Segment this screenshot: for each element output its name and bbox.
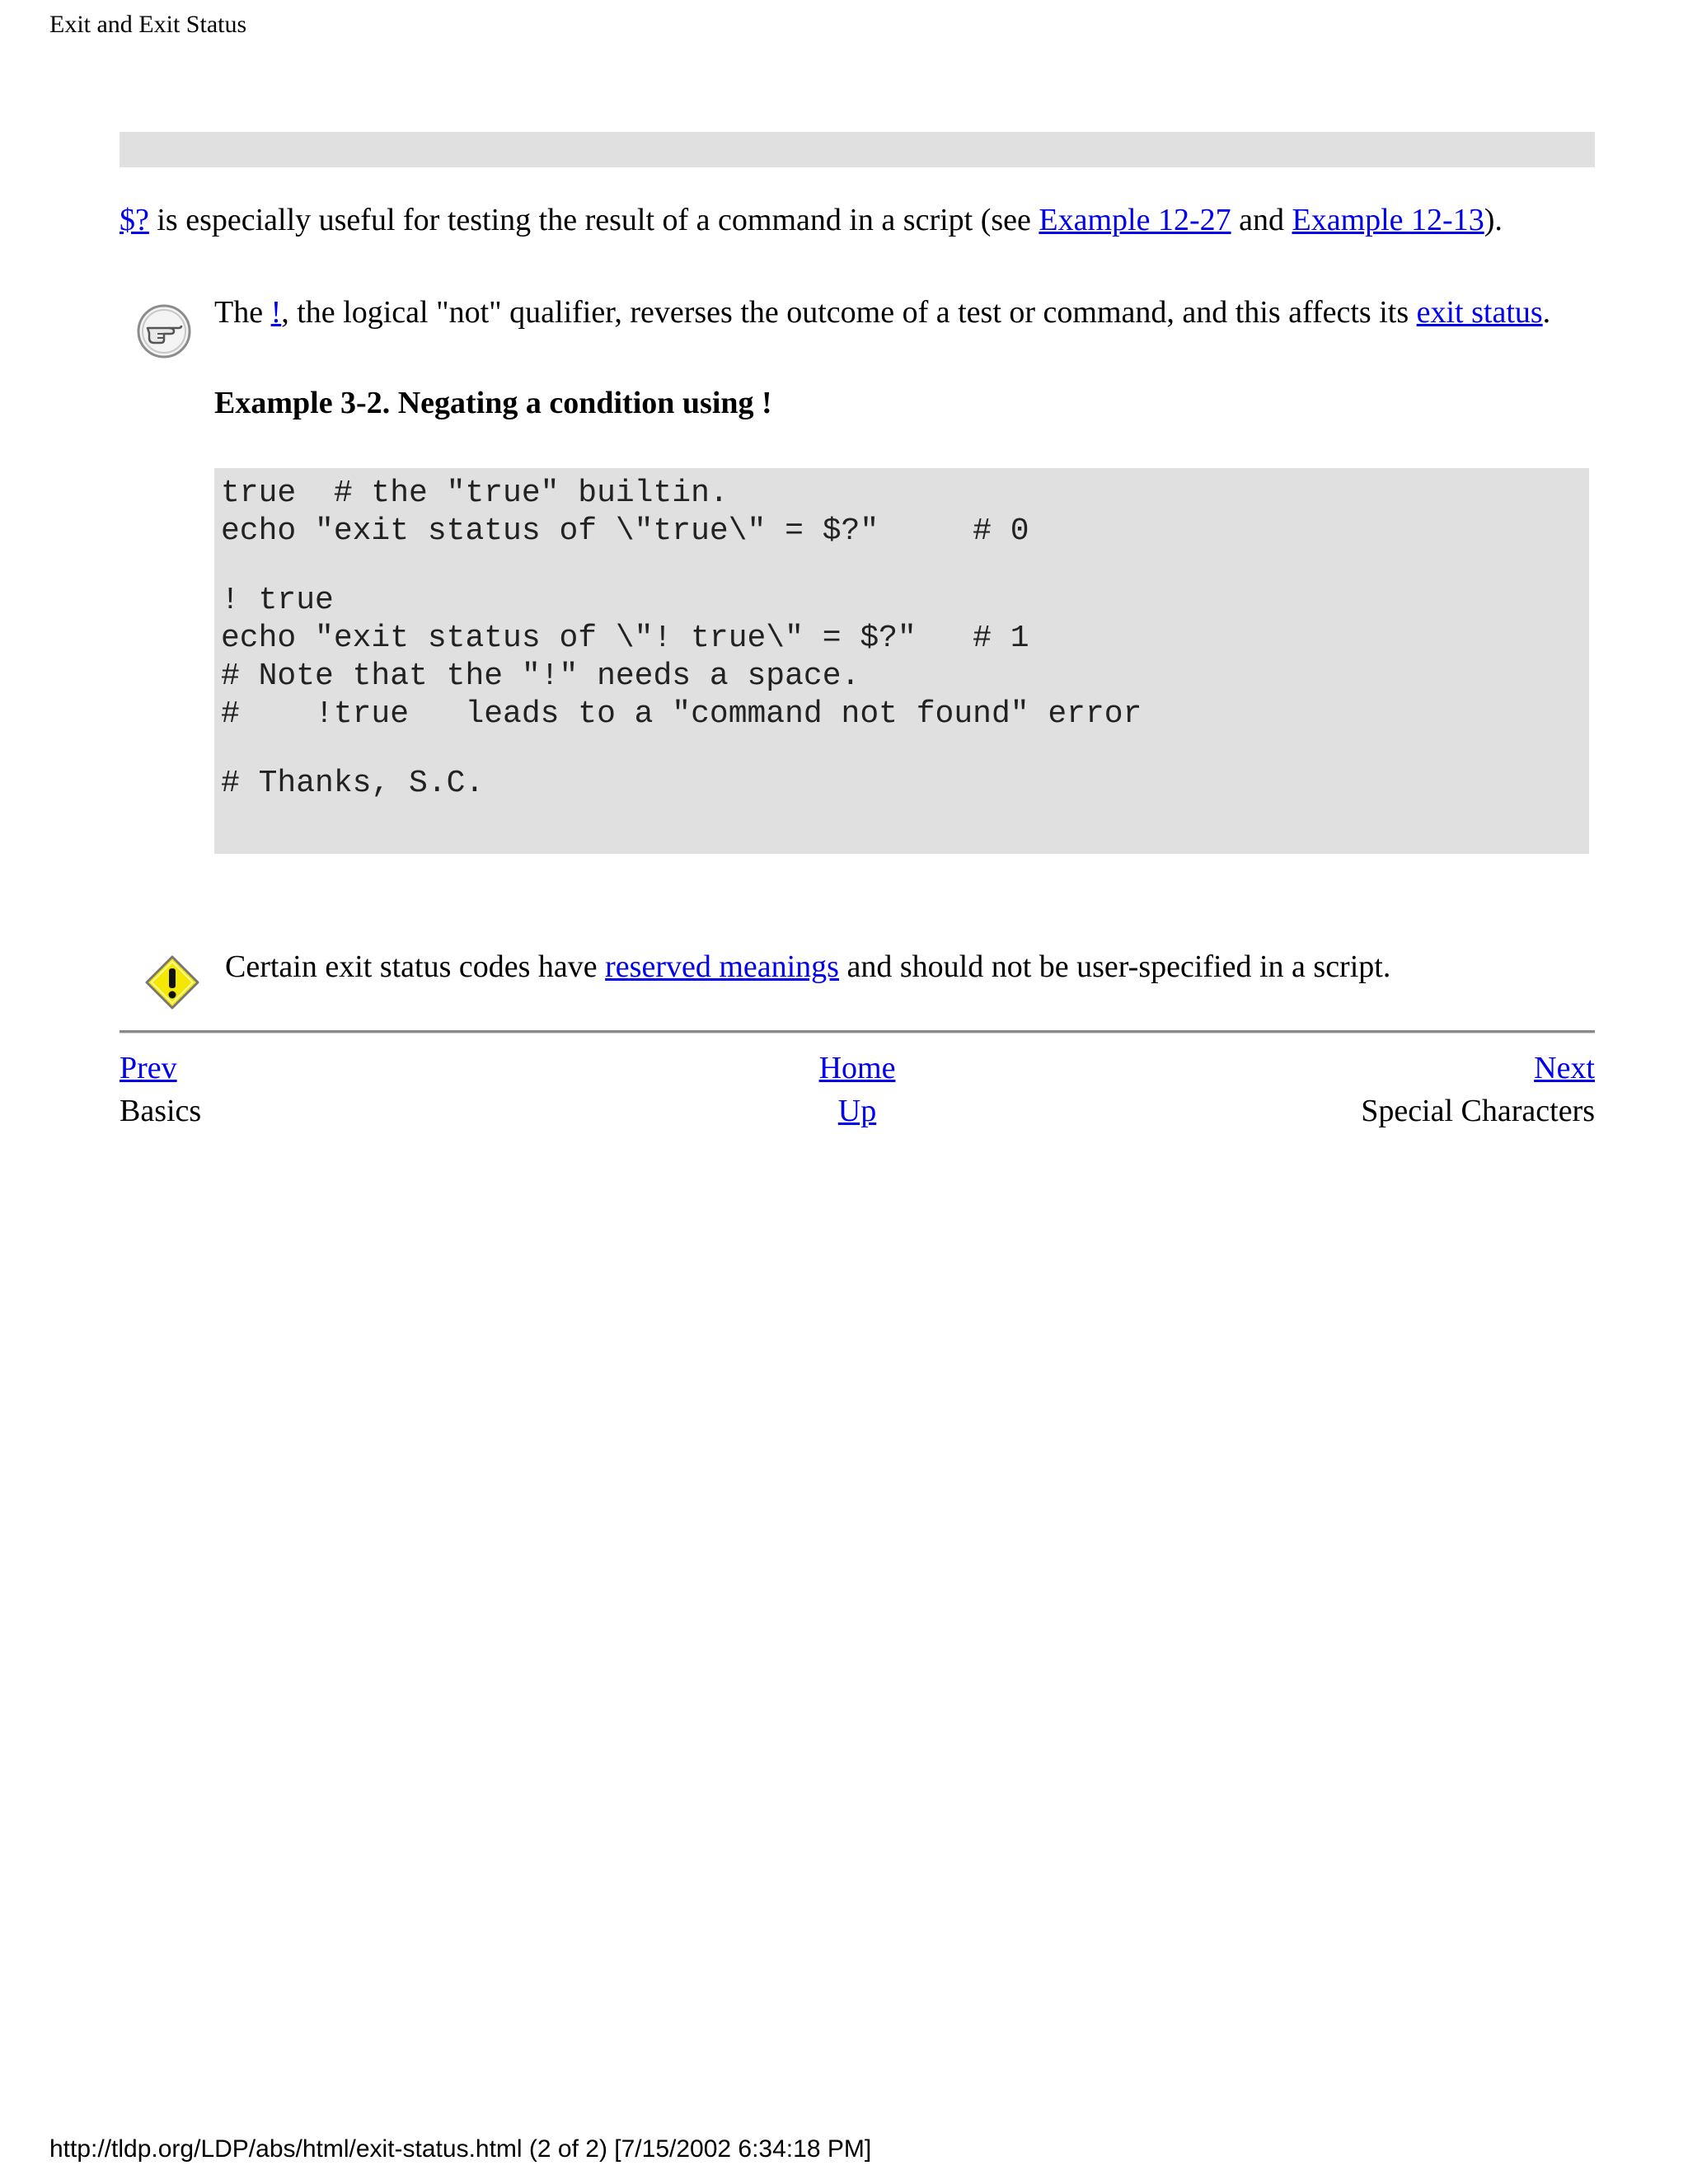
up-link[interactable]: Up	[837, 1094, 877, 1128]
page-footer: http://tldp.org/LDP/abs/html/exit-status.html (2 of 2) [7/15/2002 6:34:18 PM]	[49, 2135, 872, 2163]
warning-text-2: and should not be user-specified in a script.	[838, 949, 1391, 984]
example-12-13-link[interactable]: Example 12-13	[1292, 203, 1484, 237]
nav-prev-cell	[120, 1047, 607, 1090]
exit-status-link[interactable]: exit status	[1416, 295, 1543, 330]
warning-text	[225, 948, 1390, 986]
intro-text-3: ).	[1484, 203, 1503, 237]
code-line: # !true leads to a "command not found" error	[221, 696, 1142, 732]
example-title: Example 3-2. Negating a condition using !	[214, 386, 772, 420]
dollar-question-link[interactable]: $?	[120, 203, 149, 237]
nav-row-links	[120, 1047, 1595, 1090]
pointing-hand-icon	[136, 303, 192, 359]
note-text-2: , the logical "not" qualifier, reverses the outcome of a test or command, and this affects its	[281, 295, 1417, 330]
bang-link[interactable]: !	[270, 295, 282, 330]
note-text	[214, 293, 1550, 331]
prev-title: Basics	[120, 1094, 202, 1128]
code-line: # Note that the "!" needs a space.	[221, 658, 860, 694]
top-code-box-end	[120, 132, 1595, 167]
prev-link[interactable]: Prev	[120, 1051, 177, 1085]
next-link[interactable]: Next	[1534, 1051, 1595, 1085]
code-line: echo "exit status of \"true\" = $?" # 0	[221, 513, 1029, 549]
nav-up-cell	[614, 1090, 1101, 1132]
intro-text-2: and	[1231, 203, 1292, 237]
code-line: true # the "true" builtin.	[221, 476, 729, 511]
code-line: # Thanks, S.C.	[221, 766, 485, 801]
note-text-1: The	[214, 295, 271, 330]
intro-paragraph	[120, 201, 1595, 239]
code-line: echo "exit status of \"! true\" = $?" # 1	[221, 621, 1029, 656]
home-link[interactable]: Home	[818, 1051, 896, 1085]
nav-next-cell	[1108, 1047, 1595, 1090]
page-header: Exit and Exit Status	[49, 11, 247, 38]
nav-divider	[120, 1030, 1595, 1033]
nav-row-titles	[120, 1090, 1595, 1132]
nav-home-cell	[614, 1047, 1101, 1090]
warning-text-1: Certain exit status codes have	[225, 949, 606, 984]
code-block	[214, 468, 1589, 854]
reserved-meanings-link[interactable]: reserved meanings	[605, 949, 839, 984]
footer-navigation	[120, 1047, 1595, 1132]
note-text-3: .	[1542, 295, 1551, 330]
warning-icon	[144, 954, 200, 1010]
code-line: ! true	[221, 583, 334, 618]
intro-text-1: is especially useful for testing the result of a command in a script (see	[148, 203, 1039, 237]
next-title: Special Characters	[1361, 1094, 1595, 1128]
example-12-27-link[interactable]: Example 12-27	[1039, 203, 1231, 237]
